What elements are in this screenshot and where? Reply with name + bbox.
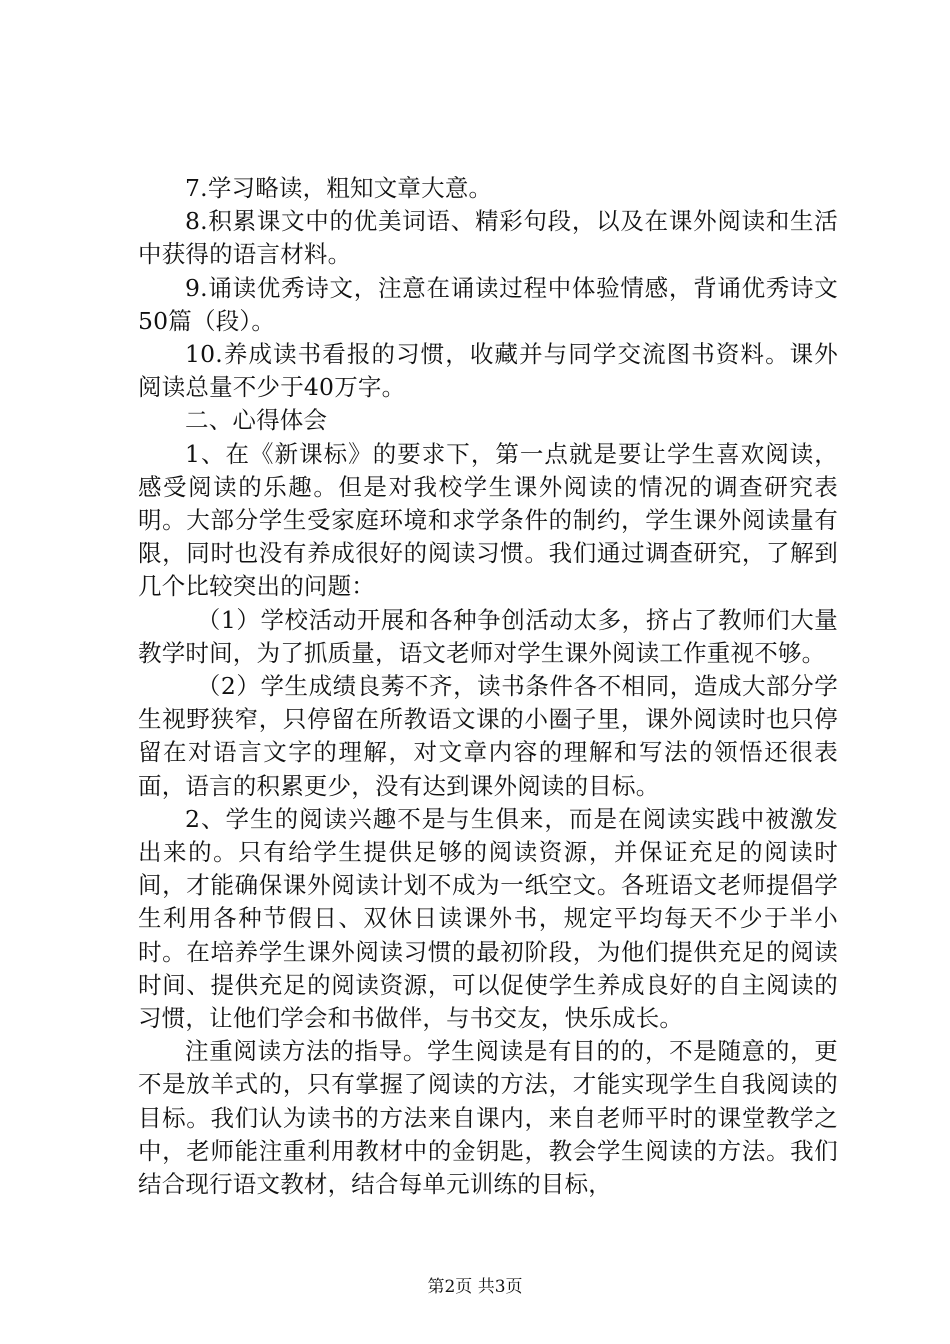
paragraph-point-1: 1、在《新课标》的要求下，第一点就是要让学生喜欢阅读，感受阅读的乐趣。但是对我校学生课外阅读的情况的调查研究表明。大部分学生受家庭环境和求学条件的制约，学生课外阅读量有限，同时也没有养成很好的阅读习惯。我们通过调查研究，了解到几个比较突出的问题：: [138, 439, 838, 601]
section-heading: 二、心得体会: [185, 406, 328, 435]
paragraph-item-8: 8.积累课文中的优美词语、精彩句段，以及在课外阅读和生活中获得的语言材料。: [138, 207, 838, 269]
paragraph-sub-1: （1）学校活动开展和各种争创活动太多，挤占了教师们大量教学时间，为了抓质量，语文老师对学生课外阅读工作重视不够。: [138, 605, 838, 667]
paragraph-reading-method: 注重阅读方法的指导。学生阅读是有目的的，不是随意的，更不是放羊式的，只有掌握了阅读的方法，才能实现学生自我阅读的目标。我们认为读书的方法来自课内，来自老师平时的课堂教学之中，老师能注重利用教材中的金钥匙，教会学生阅读的方法。我们结合现行语文教材，结合每单元训练的目标，: [138, 1037, 838, 1199]
paragraph-item-9: 9.诵读优秀诗文，注意在诵读过程中体验情感，背诵优秀诗文50篇（段）。: [138, 273, 838, 335]
paragraph-item-7: 7.学习略读，粗知文章大意。: [185, 174, 493, 202]
document-body: [138, 172, 838, 1201]
paragraph-item-10: 10.养成读书看报的习惯，收藏并与同学交流图书资料。课外阅读总量不少于40万字。: [138, 340, 838, 402]
paragraph-point-2: 2、学生的阅读兴趣不是与生俱来，而是在阅读实践中被激发出来的。只有给学生提供足够的阅读资源，并保证充足的阅读时间，才能确保课外阅读计划不成为一纸空文。各班语文老师提倡学生利用各种节假日、双休日读课外书，规定平均每天不少于半小时。在培养学生课外阅读习惯的最初阶段，为他们提供充足的阅读时间、提供充足的阅读资源，可以促使学生养成良好的自主阅读的习惯，让他们学会和书做伴，与书交友，快乐成长。: [138, 804, 838, 1033]
page-footer: 第2页 共3页: [427, 1277, 523, 1297]
paragraph-sub-2: （2）学生成绩良莠不齐，读书条件各不相同，造成大部分学生视野狭窄，只停留在所教语文课的小圈子里，课外阅读时也只停留在对语言文字的理解，对文章内容的理解和写法的领悟还很表面，语言的积累更少，没有达到课外阅读的目标。: [138, 672, 838, 800]
